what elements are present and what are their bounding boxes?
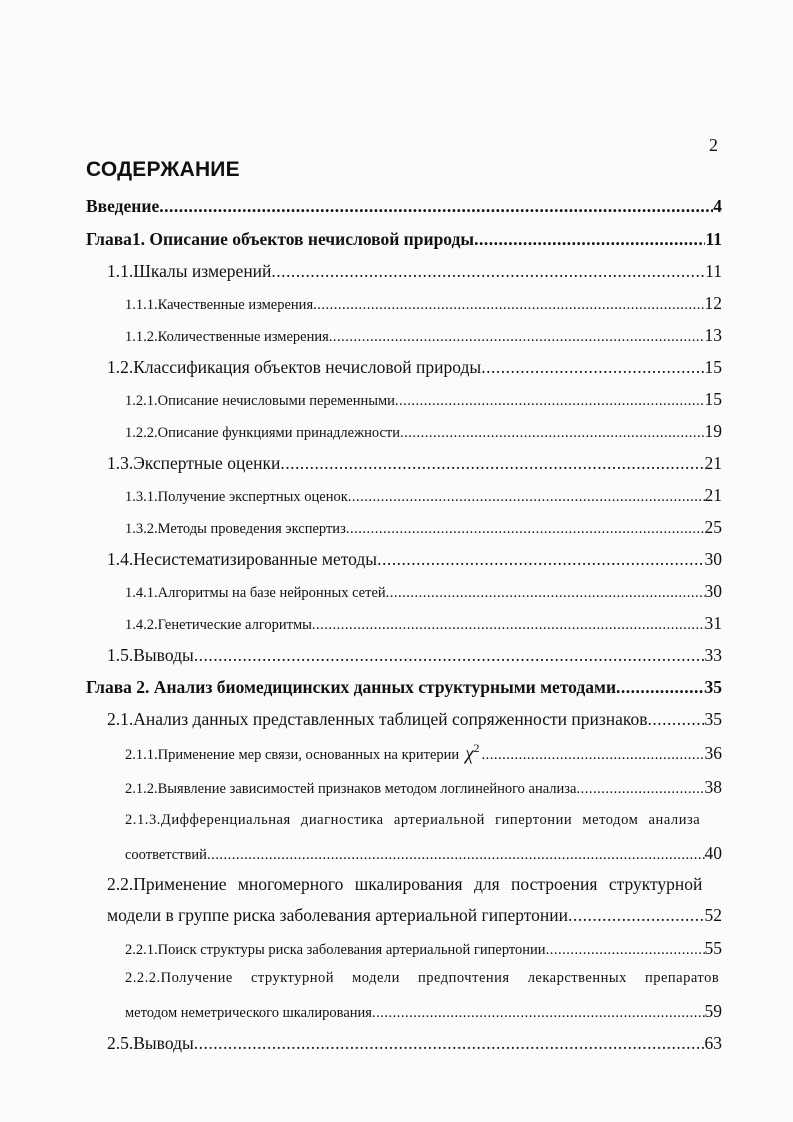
toc-page: 36 <box>704 743 722 764</box>
toc-page: 15 <box>704 389 722 409</box>
toc-entry-1-1-1[interactable] <box>125 293 722 314</box>
chi-superscript: 2 <box>473 741 480 755</box>
toc-entry-1-1-2[interactable] <box>125 325 722 346</box>
toc-entry-chapter-2[interactable] <box>86 677 722 698</box>
toc-entry-1-4-2[interactable] <box>125 613 722 634</box>
toc-entry-1-2[interactable] <box>107 357 722 378</box>
leader-dots <box>329 329 705 346</box>
toc-page: 52 <box>704 905 722 925</box>
toc-page: 31 <box>704 613 722 633</box>
toc-label: 2.5.Выводы <box>107 1033 194 1053</box>
toc-label: 1.3.Экспертные оценки <box>107 453 281 473</box>
toc-label: 1.2.Классификация объектов нечисловой природы <box>107 357 482 377</box>
leader-dots <box>159 196 713 217</box>
leader-dots <box>400 425 704 442</box>
leader-dots <box>194 645 705 666</box>
leader-dots <box>372 1005 705 1022</box>
toc-page: 12 <box>704 293 722 313</box>
toc-page: 21 <box>704 453 722 473</box>
toc-label-line2-row <box>107 905 722 926</box>
toc-page: 59 <box>704 1001 722 1021</box>
toc-page: 55 <box>704 938 722 958</box>
leader-dots <box>207 847 705 864</box>
leader-dots <box>346 521 705 538</box>
toc-page: 15 <box>704 357 722 377</box>
toc-page: 11 <box>705 261 722 281</box>
toc-label: 1.4.1.Алгоритмы на базе нейронных сетей <box>125 585 386 601</box>
leader-dots <box>616 677 704 698</box>
leader-dots <box>271 261 705 282</box>
toc-label: 1.3.1.Получение экспертных оценок <box>125 489 348 505</box>
toc-page: 21 <box>704 485 722 505</box>
toc-label: 1.3.2.Методы проведения экспертиз <box>125 521 346 537</box>
toc-page: 38 <box>704 777 722 797</box>
toc-label: соответствий <box>125 847 207 863</box>
toc-label: 2.1.1.Применение мер связи, основанных на критерии <box>125 747 460 764</box>
toc-page: 40 <box>704 843 722 863</box>
toc-entry-2-2-1[interactable] <box>125 938 722 959</box>
toc-entry-2-1-1[interactable] <box>125 741 722 765</box>
toc-label: 2.1.Анализ данных представленных таблицей сопряженности признаков <box>107 709 648 729</box>
leader-dots <box>482 747 705 764</box>
leader-dots <box>280 453 704 474</box>
leader-dots <box>194 1033 705 1054</box>
toc-label: 1.1.2.Количественные измерения <box>125 329 329 345</box>
leader-dots <box>576 781 704 798</box>
toc-label: 1.1.Шкалы измерений <box>107 261 272 281</box>
toc-entry-1-4[interactable] <box>107 549 722 570</box>
toc-page: 4 <box>713 196 722 216</box>
toc-label: 2.1.2.Выявление зависимостей признаков методом логлинейного анализа <box>125 781 577 797</box>
toc-page: 19 <box>704 421 722 441</box>
toc-page: 11 <box>705 229 722 249</box>
toc-label: Введение <box>86 196 160 216</box>
toc-page: 30 <box>704 549 722 569</box>
leader-dots <box>395 393 705 410</box>
page-number: 2 <box>709 135 718 155</box>
toc-entry-2-5[interactable] <box>107 1033 722 1054</box>
toc-entry-1-3-2[interactable] <box>125 517 722 538</box>
toc-entry-1-5[interactable] <box>107 645 722 666</box>
leader-dots <box>568 905 704 926</box>
leader-dots <box>348 489 705 506</box>
toc-entry-1-2-2[interactable] <box>125 421 722 442</box>
toc-label: модели в группе риска заболевания артериальной гипертонии <box>107 905 569 925</box>
leader-dots <box>312 617 705 634</box>
chi-squared-symbol <box>465 741 479 765</box>
toc-label: 1.2.2.Описание функциями принадлежности <box>125 425 401 441</box>
leader-dots <box>546 942 705 959</box>
toc-label: 2.2.1.Поиск структуры риска заболевания артериальной гипертонии <box>125 942 546 958</box>
toc-entry-2-1-2[interactable] <box>125 777 722 798</box>
toc-label: Глава 2. Анализ биомедицинских данных структурными методами <box>86 677 617 697</box>
toc-entry-1-4-1[interactable] <box>125 581 722 602</box>
toc-label: 1.4.Несистематизированные методы <box>107 549 378 569</box>
toc-page: 63 <box>704 1033 722 1053</box>
toc-label: методом неметрического шкалирования <box>125 1005 372 1021</box>
toc-label: 1.2.1.Описание нечисловыми переменными <box>125 393 395 409</box>
toc-page: 35 <box>704 709 722 729</box>
leader-dots <box>648 709 705 730</box>
toc-label-line1: 2.2.2.Получение структурной модели предпочтения лекарственных препаратов <box>125 970 720 986</box>
toc-entry-1-2-1[interactable] <box>125 389 722 410</box>
leader-dots <box>313 297 704 314</box>
toc-page: 25 <box>704 517 722 537</box>
toc-page: 13 <box>704 325 722 345</box>
toc-label: 1.5.Выводы <box>107 645 194 665</box>
toc-entry-2-1[interactable] <box>107 709 722 730</box>
toc-page: 35 <box>704 677 722 697</box>
leader-dots <box>481 357 704 378</box>
toc-page: 33 <box>704 645 722 665</box>
toc-label: 1.1.1.Качественные измерения <box>125 297 314 313</box>
leader-dots <box>386 585 705 602</box>
leader-dots <box>474 229 705 250</box>
toc-label-line1: 2.2.Применение многомерного шкалирования для построения структурной <box>107 874 703 894</box>
toc-label-line2-row <box>125 1001 722 1022</box>
toc-entry-1-3-1[interactable] <box>125 485 722 506</box>
chi-symbol: χ <box>465 743 474 765</box>
toc-label: 1.4.2.Генетические алгоритмы <box>125 617 312 633</box>
toc-entry-chapter-1[interactable] <box>86 229 722 250</box>
toc-label-line1: 2.1.3.Дифференциальная диагностика артериальной гипертонии методом анализа <box>125 812 701 828</box>
toc-label: Глава1. Описание объектов нечисловой природы <box>86 229 475 249</box>
toc-entry-1-1[interactable] <box>107 261 722 282</box>
toc-entry-intro[interactable] <box>86 196 722 217</box>
toc-page: 30 <box>704 581 722 601</box>
toc-entry-1-3[interactable] <box>107 453 722 474</box>
toc-label-line2-row <box>125 843 722 864</box>
page-title: СОДЕРЖАНИЕ <box>86 158 240 181</box>
leader-dots <box>377 549 704 570</box>
